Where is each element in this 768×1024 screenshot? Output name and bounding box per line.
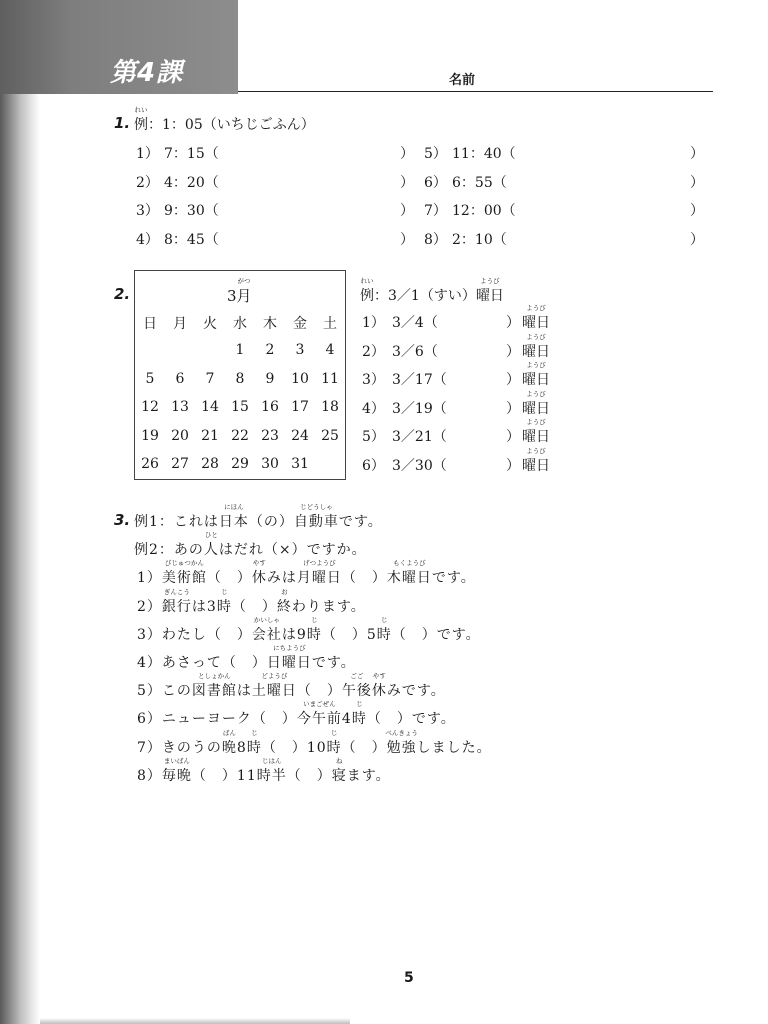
- furigana-base: 自動車: [293, 514, 339, 530]
- furigana-reading: もくようび: [393, 559, 426, 568]
- time-item-number: 8）: [424, 231, 447, 248]
- weekday-item-number: 1）: [362, 315, 385, 331]
- furigana-word: [161, 559, 207, 587]
- particle-exercise-sentence: [137, 615, 481, 644]
- sentence-text: 7）きのうの: [137, 739, 222, 756]
- furigana-reading: じ: [311, 615, 318, 624]
- sentence-text: 8）: [137, 767, 162, 784]
- sentence-text: 例2：あの: [134, 542, 204, 559]
- furigana-base: 休: [371, 683, 387, 700]
- weekday-suffix: [522, 389, 550, 418]
- calendar-day: 18: [321, 399, 339, 415]
- answer-close-paren: ）: [400, 146, 414, 162]
- book-spine-shadow: [0, 0, 40, 1024]
- furigana-reading: やす: [372, 672, 386, 681]
- sentence-text: （ ）: [341, 570, 387, 587]
- furigana-word: [376, 615, 392, 644]
- calendar-weekday: 水: [233, 316, 247, 332]
- furigana-base: 図書館: [191, 683, 237, 700]
- sentence-text: （ ）です。: [391, 626, 481, 643]
- sentence-text: みは: [266, 570, 297, 587]
- calendar-day: 31: [291, 456, 309, 472]
- sentence-text: 3）わたし（ ）: [137, 626, 252, 643]
- section-3-number: 3.: [114, 511, 131, 529]
- furigana-word: [296, 559, 342, 587]
- furigana-word: [276, 587, 292, 616]
- furigana-word: [256, 756, 287, 785]
- weekday-suffix-text: 曜日: [522, 343, 550, 360]
- calendar-day: 9: [265, 370, 275, 387]
- sentence-text: 1）: [137, 570, 162, 587]
- sentence-text: です。: [431, 570, 476, 587]
- section-2-example: 例 れい ：3／1（すい）曜日 ようび: [360, 277, 504, 304]
- furigana-reading: じ: [251, 728, 258, 737]
- furigana-base: 毎晩: [161, 767, 192, 784]
- furigana-base: 時: [376, 626, 392, 643]
- furigana-reading: じどうしゃ: [300, 503, 333, 511]
- particle-exercise-sentence: [137, 587, 366, 616]
- calendar-day: 14: [201, 399, 219, 415]
- weekday-item-number: 2）: [362, 343, 385, 360]
- furigana-base: 木曜日: [386, 570, 432, 587]
- section-1-example: [134, 106, 315, 134]
- calendar-day: 25: [321, 427, 339, 444]
- month-ruby: がつ: [237, 277, 251, 285]
- calendar-day: 29: [231, 456, 249, 472]
- weekday-item-number: 4）: [362, 400, 385, 417]
- sentence-text: です。: [338, 514, 383, 530]
- sentence-text: 例1：これは: [134, 514, 219, 530]
- furigana-reading: ごご: [350, 672, 364, 681]
- sentence-text: （ ）11: [191, 767, 257, 784]
- sentence-text: （ ）5: [321, 626, 377, 643]
- furigana-base: 土曜日: [251, 683, 297, 700]
- weekday-item-date: 3／17（: [392, 372, 447, 388]
- answer-close-paren: ）: [690, 231, 704, 248]
- sentence-text: 5）この: [137, 683, 192, 700]
- furigana-reading: ぎんこう: [163, 587, 190, 596]
- calendar-day: 7: [205, 370, 215, 387]
- furigana-reading: びじゅつかん: [164, 559, 204, 568]
- section-2-number: 2.: [114, 285, 131, 303]
- calendar-day: 16: [261, 399, 279, 415]
- furigana-base: 終: [276, 598, 292, 615]
- weekday-suffix-ruby: ようび: [526, 389, 546, 398]
- answer-close-paren: ）: [506, 429, 520, 445]
- time-item-value: 4：20（: [164, 174, 219, 191]
- time-item-number: 2）: [136, 174, 159, 191]
- particle-example-sentence: [134, 531, 367, 559]
- furigana-word: [293, 503, 339, 531]
- calendar-day: 26: [141, 456, 159, 472]
- answer-close-paren: ）: [506, 343, 520, 360]
- calendar-day: 5: [145, 370, 155, 387]
- answer-close-paren: ）: [690, 146, 704, 162]
- furigana-reading: としょかん: [198, 672, 231, 681]
- answer-close-paren: ）: [400, 231, 414, 248]
- calendar-day: 22: [231, 427, 249, 444]
- time-item-number: 1）: [136, 146, 159, 162]
- sentence-text: は9: [281, 626, 307, 643]
- calendar-day: 19: [141, 427, 159, 444]
- sentence-text: （の）: [248, 514, 294, 530]
- time-item-number: 7）: [424, 203, 447, 219]
- time-item-value: 12：00（: [452, 203, 516, 219]
- calendar-weekday: 木: [263, 316, 277, 332]
- calendar-day: 3: [295, 342, 305, 358]
- sentence-text: みです。: [386, 683, 446, 700]
- furigana-word: [371, 672, 387, 700]
- furigana-word: [191, 672, 237, 700]
- furigana-word: [161, 756, 192, 785]
- calendar-day: 15: [231, 399, 249, 415]
- weekday-suffix-ruby-wrap: [522, 389, 550, 418]
- sentence-text: です。: [311, 655, 356, 671]
- furigana-word: [251, 559, 267, 587]
- furigana-word: [351, 700, 367, 728]
- furigana-word: [251, 615, 282, 644]
- furigana-base: 時: [216, 598, 232, 615]
- name-underline: [238, 91, 713, 92]
- sentence-text: ます。: [346, 767, 391, 784]
- furigana-base: 会社: [251, 626, 282, 643]
- answer-close-paren: ）: [506, 400, 520, 417]
- furigana-base: 時: [326, 739, 342, 756]
- answer-close-paren: ）: [690, 174, 704, 191]
- calendar-day: 13: [171, 399, 189, 415]
- answer-close-paren: ）: [690, 203, 704, 219]
- sentence-text: （ ）: [286, 767, 332, 784]
- furigana-base: 午後: [341, 683, 372, 700]
- section-1-number: 1.: [114, 114, 131, 132]
- calendar-day: 30: [261, 456, 279, 472]
- weekday-suffix-ruby: ようび: [526, 361, 546, 369]
- furigana-reading: かいしゃ: [253, 615, 280, 624]
- calendar-day: 24: [291, 427, 309, 444]
- furigana-reading: じ: [221, 587, 228, 596]
- furigana-reading: にほん: [224, 503, 244, 511]
- time-item-value: 7：15（: [164, 146, 219, 162]
- furigana-word: [216, 587, 232, 616]
- particle-exercise-sentence: [137, 559, 476, 587]
- time-item-value: 6：55（: [452, 174, 507, 191]
- sentence-text: は3: [191, 598, 217, 615]
- furigana-base: 美術館: [161, 570, 207, 587]
- example-ruby: れい: [134, 106, 148, 114]
- calendar-day: 17: [291, 399, 309, 415]
- particle-exercise-sentence: [137, 756, 391, 785]
- calendar-day: 20: [171, 427, 189, 444]
- weekday-suffix-text: 曜日: [522, 372, 550, 388]
- furigana-reading: べんきょう: [385, 728, 418, 737]
- time-item-number: 4）: [136, 231, 159, 248]
- furigana-reading: まいばん: [163, 756, 190, 765]
- furigana-word: [218, 503, 249, 531]
- furigana-reading: ひと: [204, 531, 218, 540]
- weekday-item-date: 3／21（: [392, 429, 447, 445]
- sentence-text: 2）: [137, 598, 162, 615]
- furigana-reading: いまごぜん: [303, 700, 336, 709]
- calendar-day: 1: [235, 342, 245, 358]
- sentence-text: （ ）: [341, 739, 387, 756]
- time-item-value: 9：30（: [164, 203, 219, 219]
- furigana-word: [326, 728, 342, 757]
- time-item-number: 6）: [424, 174, 447, 191]
- sentence-text: しました。: [416, 739, 492, 756]
- sentence-text: は: [236, 683, 252, 700]
- furigana-word: [251, 672, 297, 700]
- calendar-day: 12: [141, 399, 159, 415]
- weekday-suffix-ruby: ようび: [526, 418, 546, 426]
- furigana-base: 晩: [221, 739, 237, 756]
- furigana-word: [221, 728, 237, 757]
- weekday-suffix: [522, 332, 550, 361]
- particle-exercise-sentence: [137, 644, 356, 672]
- furigana-reading: じ: [356, 700, 363, 709]
- calendar-month-title: 3月 がつ: [227, 277, 252, 305]
- sentence-text: 4）あさって（ ）: [137, 655, 267, 671]
- weekday-suffix-ruby-wrap: [522, 304, 550, 332]
- calendar-day: 28: [201, 456, 219, 472]
- example-text: ：1：05（いちじごふん）: [148, 117, 315, 133]
- time-item-value: 2：10（: [452, 231, 507, 248]
- answer-close-paren: ）: [506, 372, 520, 388]
- furigana-base: 月曜日: [296, 570, 342, 587]
- weekday-suffix-text: 曜日: [522, 400, 550, 417]
- calendar-weekday: 日: [143, 316, 157, 332]
- weekday-item-date: 3／4（: [392, 315, 438, 331]
- weekday-suffix-ruby: ようび: [526, 446, 546, 455]
- calendar-day: 6: [175, 370, 185, 387]
- calendar-day: 21: [201, 427, 219, 444]
- furigana-reading: どようび: [261, 672, 288, 681]
- answer-close-paren: ）: [506, 457, 520, 474]
- furigana-reading: ね: [336, 756, 343, 765]
- calendar-day: 11: [321, 370, 339, 387]
- furigana-base: 人: [203, 542, 219, 559]
- furigana-word: [161, 587, 192, 616]
- answer-close-paren: ）: [400, 174, 414, 191]
- sentence-text: はだれ（×）ですか。: [218, 542, 367, 559]
- weekday-item-number: 3）: [362, 372, 385, 388]
- example-label: 例 れい: [134, 106, 148, 133]
- weekday-item-number: 6）: [362, 457, 385, 474]
- time-item-value: 11：40（: [452, 146, 516, 162]
- furigana-base: 今午前: [296, 711, 342, 728]
- sentence-text: （ ）: [296, 683, 342, 700]
- page-number: 5: [404, 970, 414, 986]
- calendar-weekday: 土: [323, 316, 337, 332]
- furigana-base: 時: [306, 626, 322, 643]
- sentence-text: わります。: [291, 598, 366, 615]
- furigana-reading: ばん: [222, 728, 236, 737]
- furigana-reading: げつようび: [303, 559, 336, 568]
- furigana-reading: やす: [252, 559, 266, 568]
- furigana-word: [266, 644, 312, 672]
- page-bottom-shadow: [40, 1018, 350, 1024]
- furigana-word: [341, 672, 372, 700]
- weekday-suffix-ruby-wrap: [522, 446, 550, 475]
- weekday-suffix-text: 曜日: [522, 457, 550, 474]
- weekday-suffix-ruby: ようび: [526, 332, 546, 341]
- sentence-text: 6）ニューヨーク（ ）: [137, 711, 297, 728]
- weekday-suffix-ruby: ようび: [526, 304, 546, 312]
- calendar-day: 23: [261, 427, 279, 444]
- particle-exercise-sentence: [137, 672, 446, 700]
- weekday-suffix-ruby-wrap: [522, 418, 550, 446]
- weekday-item-date: 3／30（: [392, 457, 447, 474]
- weekday-suffix-text: 曜日: [522, 315, 550, 331]
- particle-exercise-sentence: [137, 700, 456, 728]
- furigana-base: 銀行: [161, 598, 192, 615]
- name-label: 名前: [449, 73, 476, 88]
- sentence-text: （ ）: [231, 598, 277, 615]
- furigana-word: [386, 559, 432, 587]
- calendar-weekday: 火: [203, 316, 217, 332]
- furigana-reading: じ: [381, 615, 388, 624]
- answer-close-paren: ）: [400, 203, 414, 219]
- particle-exercise-sentence: [137, 728, 492, 757]
- weekday-item-number: 5）: [362, 429, 385, 445]
- furigana-base: 寝: [331, 767, 347, 784]
- time-item-number: 5）: [424, 146, 447, 162]
- calendar-day: 27: [171, 456, 189, 472]
- furigana-reading: にちようび: [273, 644, 306, 652]
- sentence-text: 4: [341, 711, 352, 728]
- calendar-weekday: 月: [173, 316, 187, 332]
- furigana-reading: お: [281, 587, 288, 596]
- furigana-base: 時半: [256, 767, 287, 784]
- furigana-base: 日本: [218, 514, 249, 530]
- weekday-suffix: [522, 418, 550, 446]
- answer-close-paren: ）: [506, 315, 520, 331]
- furigana-word: [203, 531, 219, 559]
- furigana-word: [306, 615, 322, 644]
- weekday-suffix: [522, 446, 550, 475]
- furigana-base: 勉強: [386, 739, 417, 756]
- furigana-base: 時: [351, 711, 367, 728]
- weekday-suffix-ruby-wrap: [522, 332, 550, 361]
- calendar-day: 10: [291, 370, 309, 387]
- calendar-weekday: 金: [293, 316, 307, 332]
- calendar-day: 8: [235, 370, 245, 387]
- furigana-base: 日曜日: [266, 655, 312, 671]
- time-item-number: 3）: [136, 203, 159, 219]
- weekday-suffix-ruby-wrap: [522, 361, 550, 389]
- furigana-word: [246, 728, 262, 757]
- weekday-suffix-text: 曜日: [522, 429, 550, 445]
- weekday-item-date: 3／6（: [392, 343, 438, 360]
- weekday-item-date: 3／19（: [392, 400, 447, 417]
- furigana-reading: じはん: [262, 756, 282, 765]
- lesson-title: 第4課: [110, 58, 184, 88]
- furigana-reading: じ: [330, 728, 338, 737]
- weekday-suffix: [522, 361, 550, 389]
- furigana-base: 時: [246, 739, 262, 756]
- sentence-text: （ ）です。: [366, 711, 456, 728]
- sentence-text: （ ）10: [261, 739, 327, 756]
- time-item-value: 8：45（: [164, 231, 219, 248]
- weekday-suffix: [522, 304, 550, 332]
- furigana-word: [385, 728, 418, 757]
- sentence-text: 8: [236, 739, 247, 756]
- calendar-day: 2: [265, 342, 275, 358]
- furigana-word: [296, 700, 342, 728]
- particle-example-sentence: [134, 503, 383, 531]
- furigana-word: [331, 756, 347, 785]
- calendar-day: 4: [325, 342, 335, 358]
- sentence-text: （ ）: [206, 570, 252, 587]
- furigana-base: 休: [251, 570, 267, 587]
